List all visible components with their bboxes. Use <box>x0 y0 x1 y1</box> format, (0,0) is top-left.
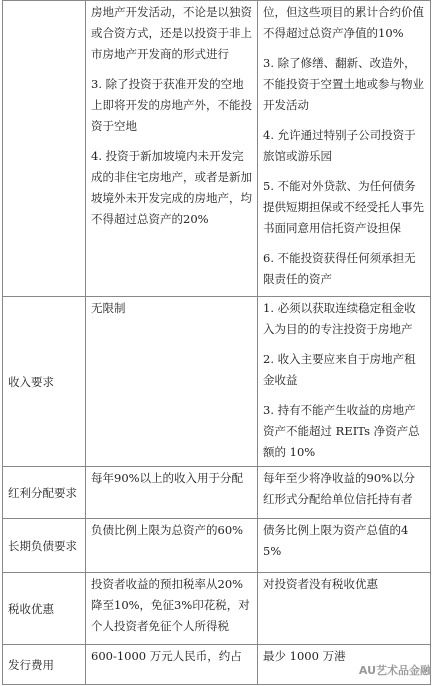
mainland-cell <box>86 645 258 685</box>
row-label: 长期负债要求 <box>3 519 86 573</box>
singapore-cell <box>258 467 431 519</box>
table-row-debt-requirement <box>3 519 431 573</box>
paragraph: 每年至少将净收益的90%以分红形式分配给单位信托持有者 <box>263 471 416 506</box>
singapore-cell <box>258 297 431 467</box>
paragraph: 4. 允许通过特别子公司投资于旅馆或游乐园 <box>263 128 416 163</box>
paragraph: 位，但这些项目的累计合约价值不得超过总资产净值的10% <box>263 5 424 40</box>
paragraph: 债务比例上限为资产总值的45% <box>263 523 409 558</box>
table-row-dividend-requirement <box>3 467 431 519</box>
paragraph: 4. 投资于新加坡境内未开发完成的非住宅房地产，或者是新加坡境外未开发完成的房地产，均不得超过总资产的20% <box>91 149 252 226</box>
paragraph: 房地产开发活动，不论是以独资或合资方式，还是以投资于非上市房地产开发商的形式进行 <box>91 5 252 61</box>
paragraph: 1. 必须以获取连续稳定租金收入为目的的专注投资于房地产 <box>263 301 416 336</box>
row-label: 发行费用 <box>3 645 86 685</box>
mainland-cell <box>86 519 258 573</box>
paragraph: 5. 不能对外贷款、为任何债务提供短期担保或不经受托人事先书面同意用信托资产设担保 <box>263 179 424 235</box>
mainland-cell <box>86 573 258 645</box>
comparison-table <box>2 0 431 685</box>
paragraph: 每年90%以上的收入用于分配 <box>91 471 244 485</box>
paragraph: 6. 不能投资获得任何须承担无限责任的资产 <box>263 251 416 286</box>
paragraph: 3. 除了修缮、翻新、改造外，不能投资于空置土地或参与物业开发活动 <box>263 56 424 112</box>
paragraph: 600-1000 万元人民币，约占 <box>91 649 242 663</box>
paragraph: 2. 收入主要应来自于房地产租金收益 <box>263 352 416 387</box>
paragraph: 对投资者没有税收优惠 <box>263 577 378 591</box>
mainland-cell <box>86 467 258 519</box>
table-row-investment-scope <box>3 1 431 297</box>
row-label: 收入要求 <box>3 297 86 467</box>
paragraph: 3. 持有不能产生收益的房地产资产不能超过 REITs 净资产总额的 10% <box>263 403 420 459</box>
singapore-cell <box>258 519 431 573</box>
paragraph: 无限制 <box>91 301 126 315</box>
mainland-cell <box>86 1 258 297</box>
paragraph: 最少 1000 万港 <box>263 649 346 663</box>
mainland-cell <box>86 297 258 467</box>
row-label: 税收优惠 <box>3 573 86 645</box>
row-label: 红利分配要求 <box>3 467 86 519</box>
row-label <box>3 1 86 297</box>
paragraph: 投资者收益的预扣税率从20%降至10%，免征3%印花税，对个人投资者免征个人所得税 <box>91 577 250 633</box>
paragraph: 3. 除了投资于获准开发的空地上即将开发的房地产外，不能投资于空地 <box>91 77 252 133</box>
watermark: AU艺术品金融 <box>358 664 431 677</box>
singapore-cell <box>258 1 431 297</box>
paragraph: 负债比例上限为总资产的60% <box>91 523 244 537</box>
table-row-income-requirement <box>3 297 431 467</box>
singapore-cell <box>258 573 431 645</box>
table-row-tax-incentive <box>3 573 431 645</box>
